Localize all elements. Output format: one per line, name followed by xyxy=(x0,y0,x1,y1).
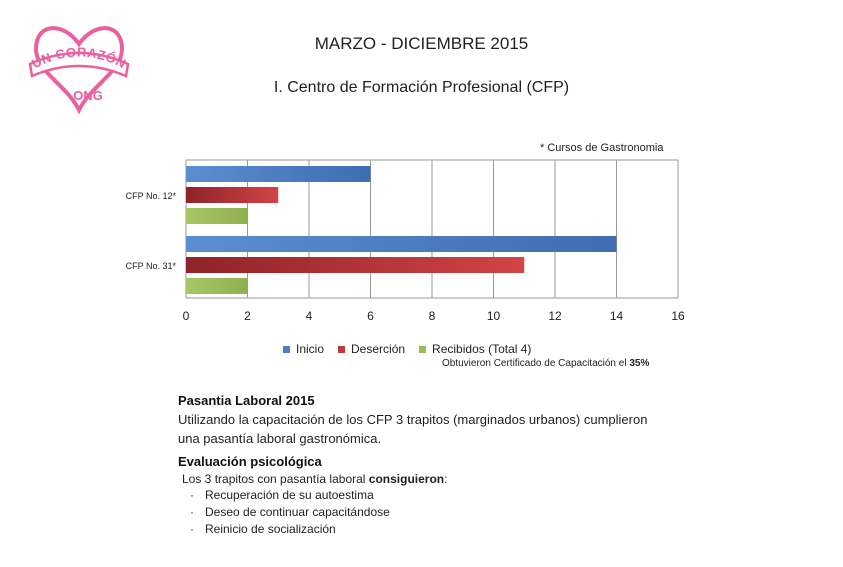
certificate-percent: 35% xyxy=(629,358,650,369)
evaluation-heading: Evaluación psicológica xyxy=(178,454,322,469)
bar-inicio xyxy=(186,166,371,182)
x-tick-label: 8 xyxy=(428,309,436,323)
legend-item-inicio xyxy=(283,342,324,356)
page-subtitle: I. Centro de Formación Profesional (CFP) xyxy=(273,79,570,96)
legend-swatch-desercion xyxy=(338,346,345,353)
evaluation-intro-bold: consiguieron xyxy=(368,472,445,486)
list-item xyxy=(190,521,390,538)
bullet-icon: · xyxy=(190,505,194,519)
bar-recibidos xyxy=(186,278,248,294)
legend-swatch-inicio xyxy=(283,346,290,353)
bar-deserción xyxy=(186,257,524,273)
chart-bars xyxy=(186,166,617,294)
certificate-note-text: Obtuvieron Certificado de Capacitación el xyxy=(442,358,630,369)
evaluation-list xyxy=(190,487,390,538)
bar-deserción xyxy=(186,187,278,203)
legend-item-desercion xyxy=(338,342,405,356)
x-tick-label: 6 xyxy=(367,309,374,323)
legend-swatch-recibidos xyxy=(419,346,426,353)
x-tick-label: 2 xyxy=(244,309,251,323)
category-label: CFP No. 31* xyxy=(125,261,176,271)
bullet-icon: · xyxy=(190,488,194,502)
list-item xyxy=(190,504,390,521)
bullet-icon: · xyxy=(190,522,194,536)
bar-inicio xyxy=(186,236,617,252)
legend-label-recibidos: Recibidos (Total 4) xyxy=(432,342,532,356)
internship-heading: Pasantia Laboral 2015 xyxy=(178,393,315,408)
logo-text-bottom: ONG xyxy=(73,88,103,103)
legend-label-desercion: Deserción xyxy=(351,342,406,356)
chart-note: * Cursos de Gastronomia xyxy=(540,142,664,154)
internship-paragraph xyxy=(178,410,698,448)
chart-x-ticks xyxy=(183,309,685,323)
list-item-text: Reinicio de socialización xyxy=(205,522,336,536)
x-tick-label: 12 xyxy=(548,309,562,323)
x-tick-label: 10 xyxy=(486,309,501,323)
evaluation-intro-text: Los 3 trapitos con pasantía laboral xyxy=(182,472,369,486)
chart-categories xyxy=(126,191,177,271)
x-tick-label: 14 xyxy=(609,309,624,323)
list-item xyxy=(190,487,390,504)
evaluation-intro-end: : xyxy=(444,472,448,486)
logo-text-top: UN CORAZÓN xyxy=(29,44,129,72)
certificate-note xyxy=(442,358,649,369)
x-tick-label: 0 xyxy=(182,309,190,323)
internship-line-1: Utilizando la capacitación de los CFP 3 trapitos (marginados urbanos) cumplieron xyxy=(178,412,648,427)
bar-recibidos xyxy=(186,208,248,224)
list-item-text: Deseo de continuar capacitándose xyxy=(205,505,390,519)
list-item-text: Recuperación de su autoestima xyxy=(205,488,374,502)
evaluation-intro xyxy=(182,472,447,486)
legend-item-recibidos xyxy=(419,342,531,356)
x-tick-label: 16 xyxy=(671,309,685,323)
page-title: MARZO - DICIEMBRE 2015 xyxy=(314,34,529,53)
internship-line-2: una pasantía laboral gastronómica. xyxy=(178,431,382,446)
x-tick-label: 4 xyxy=(305,309,313,323)
legend-label-inicio: Inicio xyxy=(296,342,325,356)
category-label: CFP No. 12* xyxy=(125,191,176,201)
chart-legend xyxy=(283,342,531,356)
